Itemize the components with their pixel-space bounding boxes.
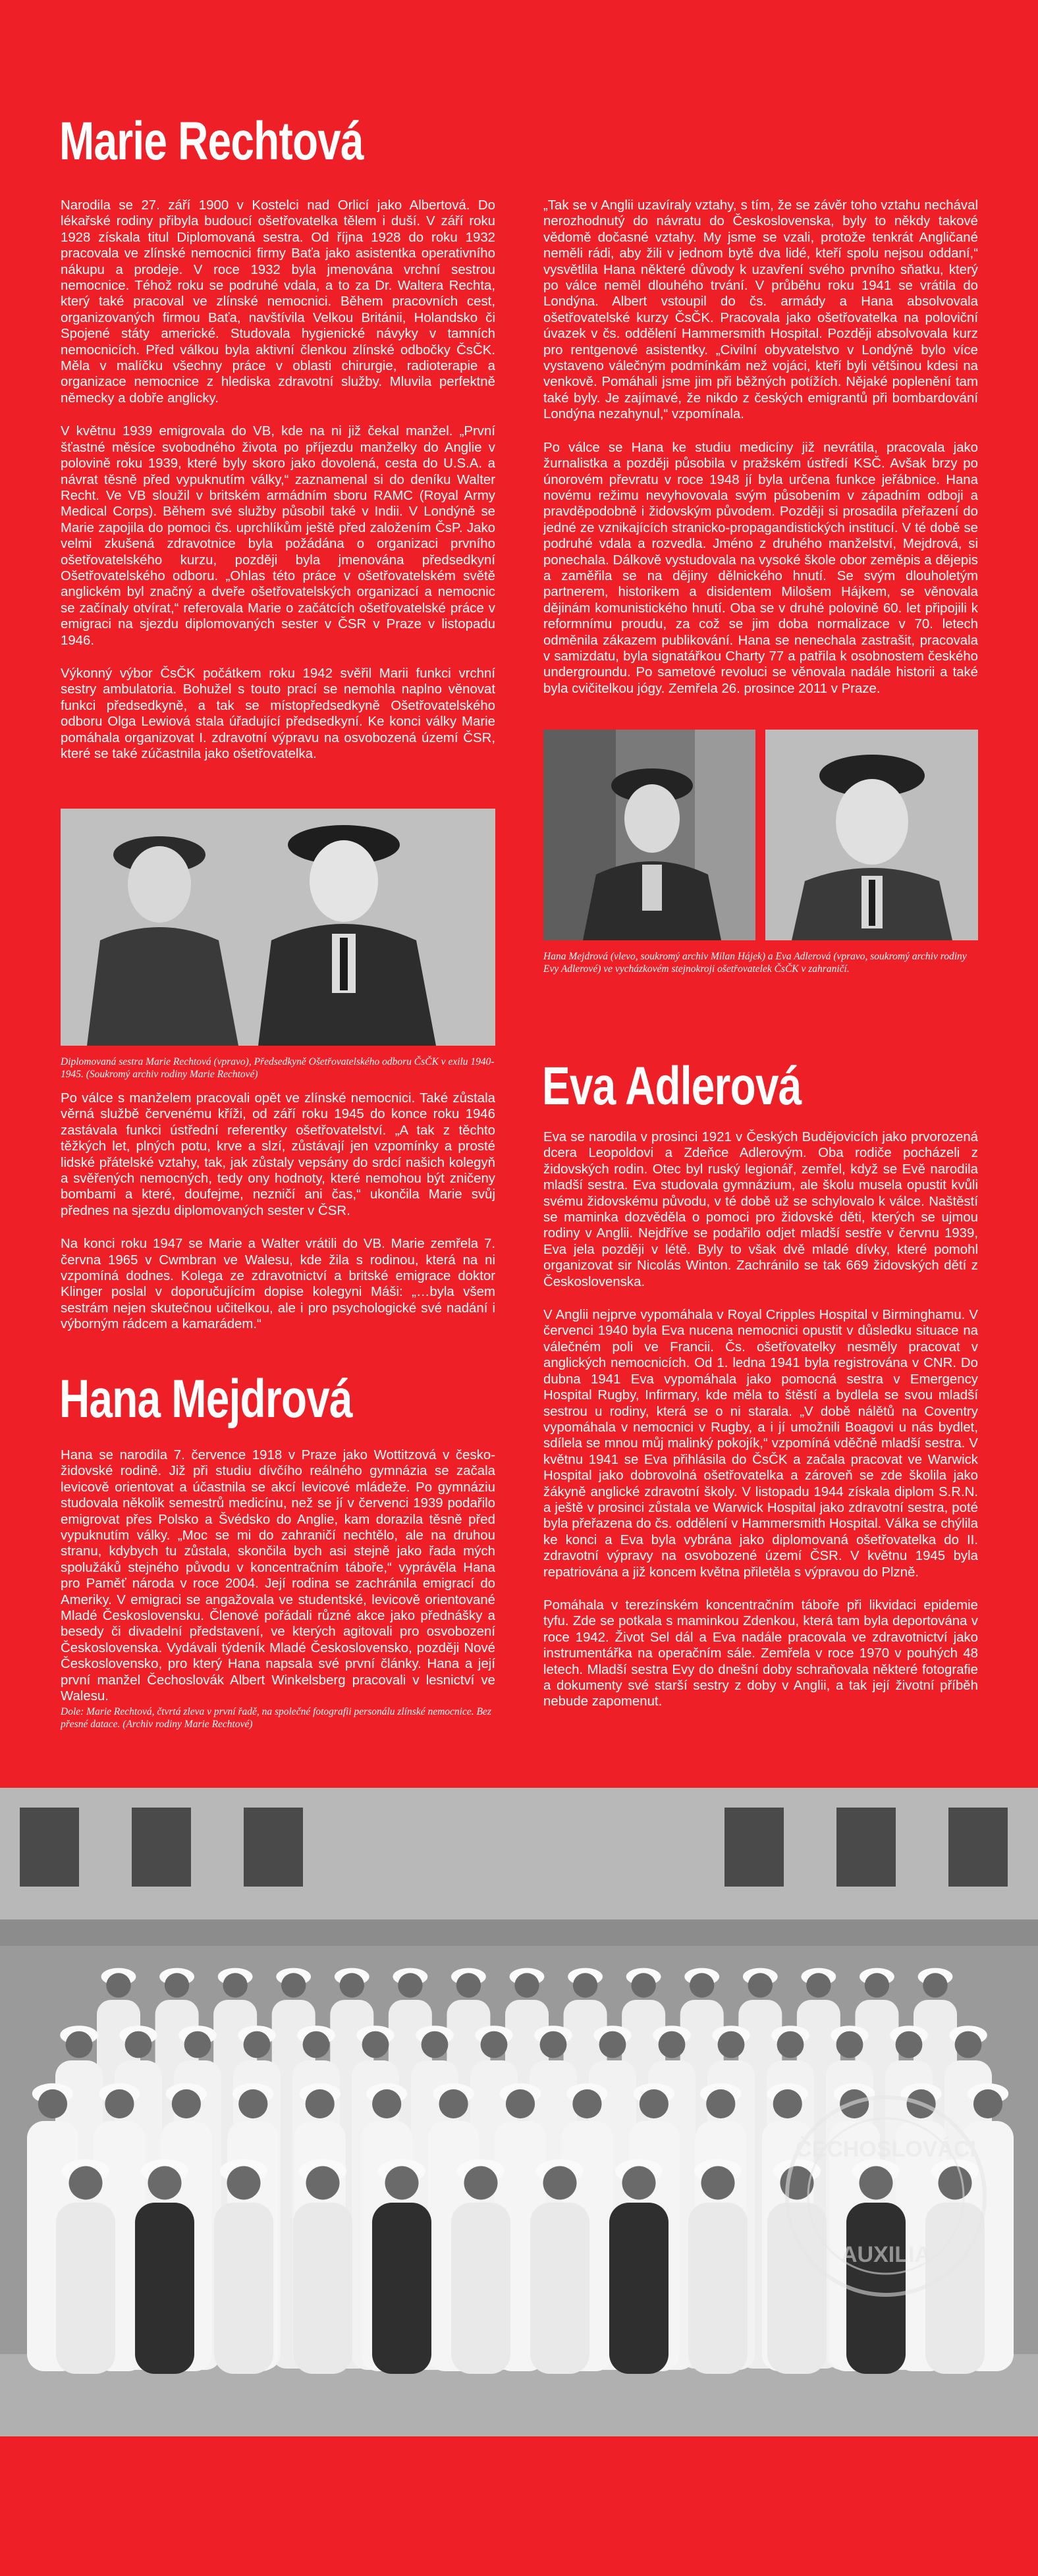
person-head <box>165 1973 189 1997</box>
group-photo-caption: Dole: Marie Rechtová, čtvrtá zleva v první řadě, na společné fotografii personálu zlínské nemocnice. Bez přesné datace. (Archiv rodiny Marie Rechtové) <box>61 1706 491 1730</box>
hana-paragraph-3: Po válce se Hana ke studiu medicíny již nevrátila, pracovala jako žurnalistka a později působila v pražském ústředí KSČ. Avšak brzy po únorovém převratu v roce 1948 jí byla určena funkce jeřábnice. Hana novému režimu nevyhovovala svým působením v západním odboji a pravděpodobně i židovským původem. Později si prosadila přeřazení do jedné ze vznikajících stranicko-propagandistických institucí. V té době se podruhé vdala a rozvedla. Jméno z druhého manželství, Mejdrová, si ponechala. Dálkově vystudovala na vysoké škole obor zeměpis a dějepis a zaměřila se na dějiny dělnického hnutí. Se svým dlouholetým partnerem, historikem a disidentem Milošem Hájkem, se věnovala dějinám komunistického hnutí. Oba se v druhé polovině 60. let připojili k reformnímu proudu, za což se jim doba normalizace v 70. letech odměnila zákazem publikování. Hana se nenechala zastrašit, pracovala v samizdatu, byla signatářkou Charty 77 a patřila k osobnostem českého undergroundu. Po sametové revoluci se věnovala nadále historii a také byla cvičitelkou jógy. Zemřela 26. prosince 2011 v Praze. <box>543 440 978 696</box>
marie-text-column-after <box>61 1090 495 1333</box>
eva-adlerova-title: Eva Adlerová <box>542 1056 802 1116</box>
marie-rechtova-title: Marie Rechtová <box>59 111 364 171</box>
marie-photo-caption: Diplomovaná sestra Marie Rechtová (vpravo), Předsedkyně Ošetřovatelského odboru ČsČK v exilu 1940-1945. (Soukromý archiv rodiny Marie Rechtové) <box>61 1056 495 1080</box>
person-head <box>860 2166 893 2200</box>
person-head <box>227 2166 261 2200</box>
person-body <box>293 2203 352 2374</box>
person-body <box>56 2203 115 2374</box>
person-body <box>214 2203 273 2374</box>
person-head <box>806 1973 831 1997</box>
person-head <box>481 2031 508 2058</box>
person-body <box>372 2203 431 2374</box>
person-body <box>135 2203 194 2374</box>
portraits-caption: Hana Mejdrová (vlevo, soukromý archiv Milan Hájek) a Eva Adlerová (vpravo, soukromý archiv rodiny Evy Adlerové) ve vycházkovém stejnokroji ošetřovatelek ČsČK v zahraničí. <box>543 951 967 975</box>
eva-adlerova-portrait <box>765 730 978 940</box>
person-body <box>609 2203 669 2374</box>
person-head <box>777 2031 804 2058</box>
person-head <box>573 1973 597 1997</box>
person-head <box>244 2031 271 2058</box>
person-head <box>836 2031 863 2058</box>
person-head <box>69 2166 103 2200</box>
person-body <box>451 2203 510 2374</box>
person-head <box>540 2031 567 2058</box>
marie-rechtova-photo <box>61 809 495 1046</box>
person-head <box>306 2166 340 2200</box>
hana-text-column <box>61 1447 495 1705</box>
person-head <box>398 1973 422 1997</box>
marie-paragraph-4: Po válce s manželem pracovali opět ve zlínské nemocnici. Také zůstala věrná službě červenému kříži, od září roku 1945 do konce roku 1946 zastávala funkci ústřední referentky ošetřovatelství. „A tak z těchto těžkých let, plných potu, krve a slzí, zůstávají jen vzpomínky a prosté lidské přátelské vztahy, tak, jak zůstaly vepsány do srdcí našich kolegyň a svěřených nemocných, tedy ony hodnoty, které nemohou být zničeny bombami a které, doufejme, nezničí ani čas,“ ukončila Marie svůj přednes na sjezdu diplomovaných sester v ČSR. <box>61 1091 495 1218</box>
person-head <box>701 2166 735 2200</box>
person-head <box>640 2089 669 2118</box>
person-body <box>530 2203 589 2374</box>
hana-paragraph-2: „Tak se v Anglii uzavíraly vztahy, s tím, že se závěr toho vztahu nechával nerozhodnutý do návratu do Československa, byly to někdy takové vědomě dočasné vztahy. My jsme se vzali, protože tenkrát Angličané neměli rádi, aby žili v jednom bytě dva lidé, kteří spolu nejsou oddaní,“ vysvětlila Hana některé důvody k uzavření svého prvního sňatku, který po válce neměl dlouhého trvání. V průběhu roku 1941 se vrátila do Londýna. Albert vstoupil do čs. armády a Hana absolvovala ošetřovatelské kurzy ČsČK. Pracovala jako ošetřovatelka na poloviční úvazek v čs. oddělení Hammersmith Hospital. Později absolvovala kurz pro rentgenové asistentky. „Civilní obyvatelstvo v Londýně bylo více vystaveno válečným podmínkám než vojáci, kteří byli většinou kdesi na venkově. Pomáhali jsme jim při běžných potížích. Nějaké poplenění tam také byly. Je zajímavé, že nikdo z českých emigrantů při bombardování Londýna nezahynul,“ vzpomínala. <box>543 198 978 422</box>
person-head <box>422 2031 449 2058</box>
person-head <box>303 2031 330 2058</box>
person-head <box>148 2166 182 2200</box>
eva-text-column <box>543 1129 978 1710</box>
eva-paragraph-2: V Anglii nejprve vypomáhala v Royal Cripples Hospital v Birminghamu. V červenci 1940 byla Eva nucena nemocnici opustit v důsledku situace na válečném poli ve Francii. Čs. ošetřovatelky nesměly pracovat v anglických nemocnicích. Od 1. ledna 1941 byla registrována v CNR. Do dubna 1941 Eva vypomáhala jako pomocná sestra v Emergency Hospital Rugby, Infirmary, kde měla to štěstí a bydlela se svou mladší sestrou u rodiny, která se o ni starala. „V době nálětů na Coventry vypomáhala v nemocnici v Rugby, a i jí umožnili Boagovi u nás bydlet, sdílela se mnou můj malinký pokojík,“ vzpomíná vděčně mladší sestra. V květnu 1941 se Eva přihlásila do ČsČK a začala pracovat ve Warwick Hospital jako dobrovolná ošetřovatelka a zároveň se zde školila jako žákyně anglické zdravotní školy. V listopadu 1944 získala diplom S.R.N. a ještě v prosinci zůstala ve Warwick Hospital jako zdravotní sestra, poté byla přeřazena do čs. oddělení v Hammersmith Hospital. Válka se chýlila ke konci a Eva byla vybrána jako diplomovaná ošetřovatelka do II. zdravotní výpravy na osvobozené území ČSR. V květnu 1945 byla repatriována a již koncem května přiletěla s výpravou do Plzně. <box>543 1308 978 1580</box>
person-head <box>372 2089 401 2118</box>
person-head <box>514 1973 539 1997</box>
hana-text-column-right <box>543 198 978 697</box>
marie-paragraph-3: Výkonný výbor ČsČK počátkem roku 1942 svěřil Marii funkci vrchní sestry ambulatoria. Bohužel s touto prací se nemohla naplno věnovat funkci předsedkyně, a tak se místopředsedkyně Ošetřovatelského odboru Olga Lewiová stala úřadující předsedkyní. Ke konci války Marie pomáhala organizovat I. zdravotní výpravu na osvobozená území ČSR, které se také zúčastnila jako ošetřovatelka. <box>61 666 495 761</box>
person-head <box>66 2031 93 2058</box>
person-head <box>385 2166 419 2200</box>
stamp-text-top: ČECHOSLOVÁCI <box>796 2137 976 2162</box>
person-head <box>106 1973 130 1997</box>
hospital-staff-group-photo <box>0 1788 1038 2436</box>
person-head <box>543 2166 577 2200</box>
person-head <box>223 1973 247 1997</box>
person-head <box>238 2089 267 2118</box>
stamp-text-bottom: AUXILIA <box>841 2242 931 2267</box>
person-head <box>464 2166 498 2200</box>
marie-paragraph-2: V květnu 1939 emigrovala do VB, kde na ni již čekal manžel. „První šťastné měsíce svobodného života po příjezdu manželky do Anglie v polovině roku 1939, které byly skoro jako dovolená, cesta do U.S.A. a návrat těsně před vypuknutím války,“ zaznamenal si do deníku Walter Recht. Ve VB sloužil v britském armádním sboru RAMC (Royal Army Medical Corps). Během své služby působil také v Indii. V Londýně se Marie zapojila do pomoci čs. uprchlíkům ještě před založením ČsP. Jako velmi zkušená zdravotnice byla požádána o organizaci prvního ošetřovatelského kurzu, později byla jmenována předsedkyní Ošetřovatelského odboru. „Ohlas této práce v ošetřovatelském světě anglickém byl značný a dveře ošetřovatelských organizací a nemocnic se začínaly otvírat,“ referovala Marie o začátcích ošetřovatelské práce v emigraci na sjezdu diplomovaných sester v ČSR v Praze v listopadu 1946. <box>61 424 495 648</box>
marie-paragraph-5: Na konci roku 1947 se Marie a Walter vrátili do VB. Marie zemřela 7. června 1965 v Cwmbran ve Walesu, kde žila s rodinou, která na ni vzpomíná dodnes. Kolega ze zdravotnictví a britské emigrace doktor Klinger poslal v doporučujícím dopise kolegyni Máši: „…byla všem sestrám nejen skutečnou učitelkou, ale i pro psychologické své nadání i výborným rádcem a kamarádem.“ <box>61 1237 495 1332</box>
person-head <box>172 2089 201 2118</box>
person-body <box>688 2203 748 2374</box>
person-head <box>659 2031 686 2058</box>
eva-paragraph-3: Pomáhala v terezínském koncentračním táboře při likvidaci epidemie tyfu. Zde se potkala s maminkou Zdenkou, která tam byla deportována v roce 1942. Život Sel dál a Eva nadále pracovala ve zdravotnictví jako instrumentářka na operačním sále. Zemřela v roce 1970 v pouhých 48 letech. Mladší sestra Evy do dnešní doby schraňovala některé fotografie a dokumenty své starší sestry z doby v Anglii, a tak její životní příběh nebude zapomenut. <box>543 1597 978 1709</box>
person-head <box>439 2089 468 2118</box>
eva-paragraph-1: Eva se narodila v prosinci 1921 v Českých Budějovicích jako prvorozená dcera Leopoldovi a Zdeňce Adlerovým. Oba rodiče pocházeli z židovských rodin. Otec byl ruský legionář, zemřel, když se Evě narodila mladší sestra. Eva studovala gymnázium, ale školu musela opustit kvůli svému židovskému původu, v té době už se schylovalo k válce. Naštěstí se maminka dozvěděla o pomoci pro židovské děti, kterých se ujmou rodiny v Anglii. Nejdříve se podařilo odjet mladší sestře v červnu 1939, Eva jela později v létě. Byly to však dvě mladé dívky, které pomohl organizovat sir Nicolás Winton. Zachránilo se tak 669 židovských dětí z Československa. <box>543 1130 978 1289</box>
marie-paragraph-1: Narodila se 27. září 1900 v Kostelci nad Orlicí jako Albertová. Do lékařské rodiny přibyla budoucí ošetřovatelka tělem i duší. V září roku 1928 získala titul Diplomovaná sestra. Od října 1928 do roku 1932 pracovala ve zlínské nemocnici firmy Baťa jako asistentka operativního nákupu a prodeje. V roce 1932 byla jmenována vrchní sestrou nemocnice. Téhož roku se podruhé vdala, a to za Dr. Waltera Rechta, který také pracoval ve zlínské nemocnici. Během pracovních cest, organizovaných firmou Baťa, navštívila Velkou Británii, Holandsko či Spojené státy americké. Studovala hygienické návyky v tamních nemocnicích. Před válkou byla aktivní členkou zlínské odbočky ČsČK. Měla v malíčku všechny práce v oblasti chirurgie, radioterapie a organizace nemocnice z hlediska zdravotní služby. Mluvila perfektně německy a dobře anglicky. <box>61 198 495 406</box>
person-head <box>973 2089 1002 2118</box>
person-head <box>939 2166 972 2200</box>
person-head <box>896 2031 923 2058</box>
hana-paragraph-1: Hana se narodila 7. července 1918 v Praze jako Wottitzová v česko-židovské rodině. Již při studiu dívčího reálného gymnázia se začala levicově orientovat a účastnila se akcí levicové mládeže. Po gymnáziu studovala několik semestrů medicínu, než se jí v červenci 1939 podařilo emigrovat přes Polsko a Švédsko do Anglie, kam dorazila těsně před vypuknutím války. „Moc se mi do zahraničí nechtělo, ale na druhou stranu, kdybych tu zůstala, skončila bych asi stejně jako řada mých spolužáků stejného původu v koncentračním táboře,“ vyprávěla Hana pro Paměť národa v roce 2004. Její rodina se zachránila emigrací do Ameriky. V emigraci se angažovala ve studentské, levicově orientované Mladé Československu. Členové pořádali různé akce jako přednášky a besedy či divadelní představení, ve kterých agitovali pro osvobození Československa. Vydávali týdeník Mladé Československo, později Nové Československo, pro který Hana napsala své první články. Hana a její první manžel Čechoslovák Albert Winkelsberg pracovali v lesnictví ve Walesu. <box>61 1448 495 1704</box>
marie-text-column <box>61 198 495 762</box>
person-head <box>718 2031 745 2058</box>
person-head <box>773 2089 802 2118</box>
person-head <box>125 2031 152 2058</box>
person-head <box>706 2089 735 2118</box>
person-head <box>748 1973 773 1997</box>
person-head <box>622 2166 656 2200</box>
person-head <box>865 1973 889 1997</box>
person-head <box>955 2031 982 2058</box>
person-head <box>599 2031 626 2058</box>
person-head <box>340 1973 364 1997</box>
person-head <box>105 2089 134 2118</box>
person-body <box>767 2203 827 2374</box>
person-head <box>306 2089 335 2118</box>
person-head <box>631 1973 655 1997</box>
person-head <box>506 2089 535 2118</box>
person-head <box>572 2089 601 2118</box>
person-body <box>925 2203 985 2374</box>
person-head <box>184 2031 211 2058</box>
hana-mejdrova-title: Hana Mejdrová <box>59 1369 352 1429</box>
person-head <box>281 1973 306 1997</box>
person-head <box>923 1973 947 1997</box>
hana-mejdrova-portrait <box>543 730 755 940</box>
person-head <box>362 2031 389 2058</box>
person-head <box>456 1973 481 1997</box>
person-head <box>38 2089 67 2118</box>
person-head <box>690 1973 714 1997</box>
